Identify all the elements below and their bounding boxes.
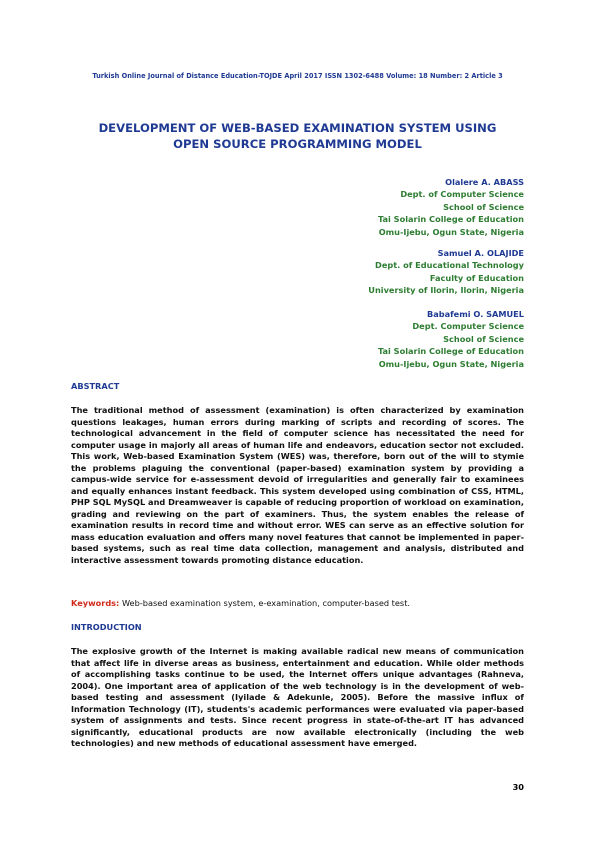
introduction-text: The explosive growth of the Internet is making available radical new means of communication that affect life in diverse areas as business, entertainment and education. While older methods of accomplishing tasks continue to be used, the Internet offers unique advantages (Rahneva, 2004). One important area of application of the web technology is in the development of web-based testing and assessment (Iyilade & Adekunle, 2005). Before the massive influx of Information Technology (IT), students's academic performances were evaluated via paper-based system of assignments and tests. Since recent progress in state-of-the-art IT has advanced significantly, educational products are now available electronically (including the web technologies) and new methods of educational assessment have emerged. <box>71 646 524 748</box>
author-affiliation-line: Tai Solarin College of Education <box>377 346 524 357</box>
keywords-text: Web-based examination system, e-examination, computer-based test. <box>121 598 411 608</box>
author-affiliation-line: School of Science <box>443 333 524 344</box>
author-affiliation-line: School of Science <box>443 201 524 212</box>
paper-title <box>40 121 555 152</box>
introduction-heading: INTRODUCTION <box>71 622 142 632</box>
author-affiliation-line: Dept. of Computer Science <box>400 189 524 200</box>
author-name: Samuel A. OLAJIDE <box>437 248 524 258</box>
keywords-line <box>71 598 410 608</box>
author-affiliation-line: Omu-Ijebu, Ogun State, Nigeria <box>378 358 524 369</box>
author-affiliation-line: Omu-Ijebu, Ogun State, Nigeria <box>378 226 524 237</box>
author-block-2 <box>368 247 524 297</box>
author-name: Babafemi O. SAMUEL <box>426 309 524 319</box>
title-line-2: OPEN SOURCE PROGRAMMING MODEL <box>173 136 422 151</box>
author-block-3 <box>378 308 524 370</box>
keywords-label: Keywords: <box>71 598 120 608</box>
author-affiliation-line: University of Ilorin, Ilorin, Nigeria <box>368 285 524 296</box>
author-affiliation-line: Tai Solarin College of Education <box>377 214 524 225</box>
author-name: Olalere A. ABASS <box>445 177 524 187</box>
author-block-1 <box>378 176 524 238</box>
abstract-text: The traditional method of assessment (examination) is often characterized by examination questions leakages, human errors during marking of scripts and recording of scores. The technological advancement in the field of computer science has necessitated the need for computer usage in majorly all areas of human life and endeavors, education sector not excluded. This work, Web-based Examination System (WES) was, therefore, born out of the will to stymie the problems plaguing the conventional (paper-based) examination system by providing a campus-wide service for e-assessment devoid of irregularities and generally fair to examinees and equally enhances instant feedback. This system developed using combination of CSS, HTML, PHP SQL MySQL and Dreamweaver is capable of reducing proportion of workload on examination, grading and reviewing on the part of examiners. Thus, the system enables the release of examination results in record time and without error. WES can serve as an effective solution for mass education evaluation and offers many novel features that cannot be implemented in paper-based systems, such as real time data collection, management and analysis, distributed and interactive assessment towards promoting distance education. <box>71 405 524 565</box>
author-affiliation-line: Dept. Computer Science <box>412 321 524 332</box>
author-affiliation-line: Dept. of Educational Technology <box>375 260 524 271</box>
abstract-heading: ABSTRACT <box>71 381 120 391</box>
author-affiliation-line: Faculty of Education <box>429 272 524 283</box>
title-line-1: DEVELOPMENT OF WEB-BASED EXAMINATION SYSTEM USING <box>98 121 497 135</box>
page-number: 30 <box>512 782 524 792</box>
journal-header: Turkish Online Journal of Distance Education-TOJDE April 2017 ISSN 1302-6488 Volume: 18 Number: 2 Article 3 <box>92 72 503 80</box>
